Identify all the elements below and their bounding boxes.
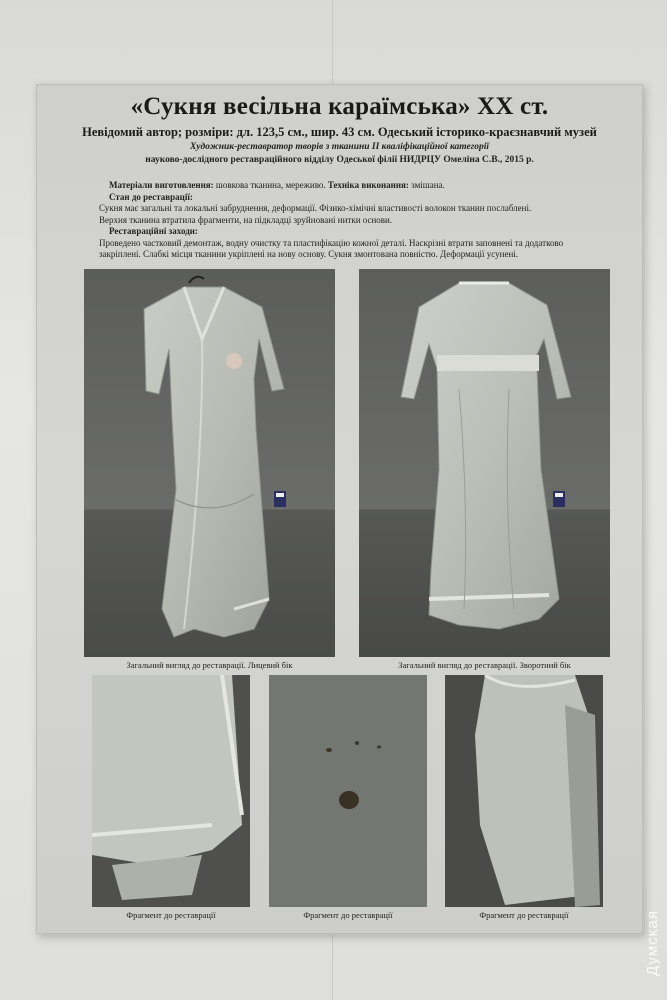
fragment-photo-1 bbox=[92, 675, 250, 907]
fragment-caption-3: Фрагмент до реставрації bbox=[479, 910, 569, 920]
fragment-photo-3 bbox=[445, 675, 603, 907]
poster-subtitle: Невідомий автор; розміри: дл. 123,5 см., шир. 43 см. Одеський історико-краєзнавчий музей bbox=[82, 125, 597, 139]
measures-text-2: закріплені. Слабкі місця тканини укріплені на нову основу. Сукня змонтована повністю. Деформації усунені. bbox=[99, 249, 519, 259]
fragment-photo-2 bbox=[269, 675, 427, 907]
poster-title: «Сукня весільна караїмська» XX ст. bbox=[130, 93, 549, 120]
dress-back-photo bbox=[359, 269, 610, 657]
condition-label: Стан до реставрації: bbox=[109, 192, 193, 202]
watermark: Думская bbox=[644, 910, 661, 976]
restorer-line-1: Художник-реставратор творів з тканини ІІ кваліфікаційної категорії bbox=[189, 142, 490, 152]
condition-text-1: Сукня має загальні та локальні забруднення, деформації. Фізико-хімічні властивості волокон тканин послаблені. bbox=[99, 203, 532, 213]
exhibition-poster bbox=[36, 84, 643, 934]
technique-label: Техніка виконання: bbox=[325, 180, 409, 190]
measures-label: Реставраційні заходи: bbox=[109, 226, 198, 236]
materials-paragraph bbox=[99, 179, 599, 191]
front-photo-caption: Загальний вигляд до реставрації. Лицевий бік bbox=[126, 660, 293, 670]
fragment-caption-2: Фрагмент до реставрації bbox=[303, 910, 393, 920]
measures-text-1: Проведено частковий демонтаж, водну очистку та пластифікацію кожної деталі. Наскрізні втрати заповнені та додатково bbox=[99, 238, 564, 248]
wall-seam bbox=[332, 935, 333, 1000]
dress-front-photo bbox=[84, 269, 335, 657]
condition-text-2: Верхня тканина втратила фрагменти, на підкладці зруйновані нитки основи. bbox=[99, 215, 393, 225]
back-photo-caption: Загальний вигляд до реставрації. Зворотний бік bbox=[398, 660, 571, 670]
materials-value: шовкова тканина, мереживо. bbox=[213, 180, 326, 190]
fragment-caption-1: Фрагмент до реставрації bbox=[126, 910, 216, 920]
technique-value: змішана. bbox=[408, 180, 445, 190]
restorer-line-2: науково-дослідного реставраційного відділу Одеської філії НИДРЦУ Омеліна С.В., 2015 р. bbox=[145, 155, 534, 165]
wall-seam bbox=[332, 0, 333, 88]
materials-label: Матеріали виготовлення: bbox=[109, 180, 214, 190]
